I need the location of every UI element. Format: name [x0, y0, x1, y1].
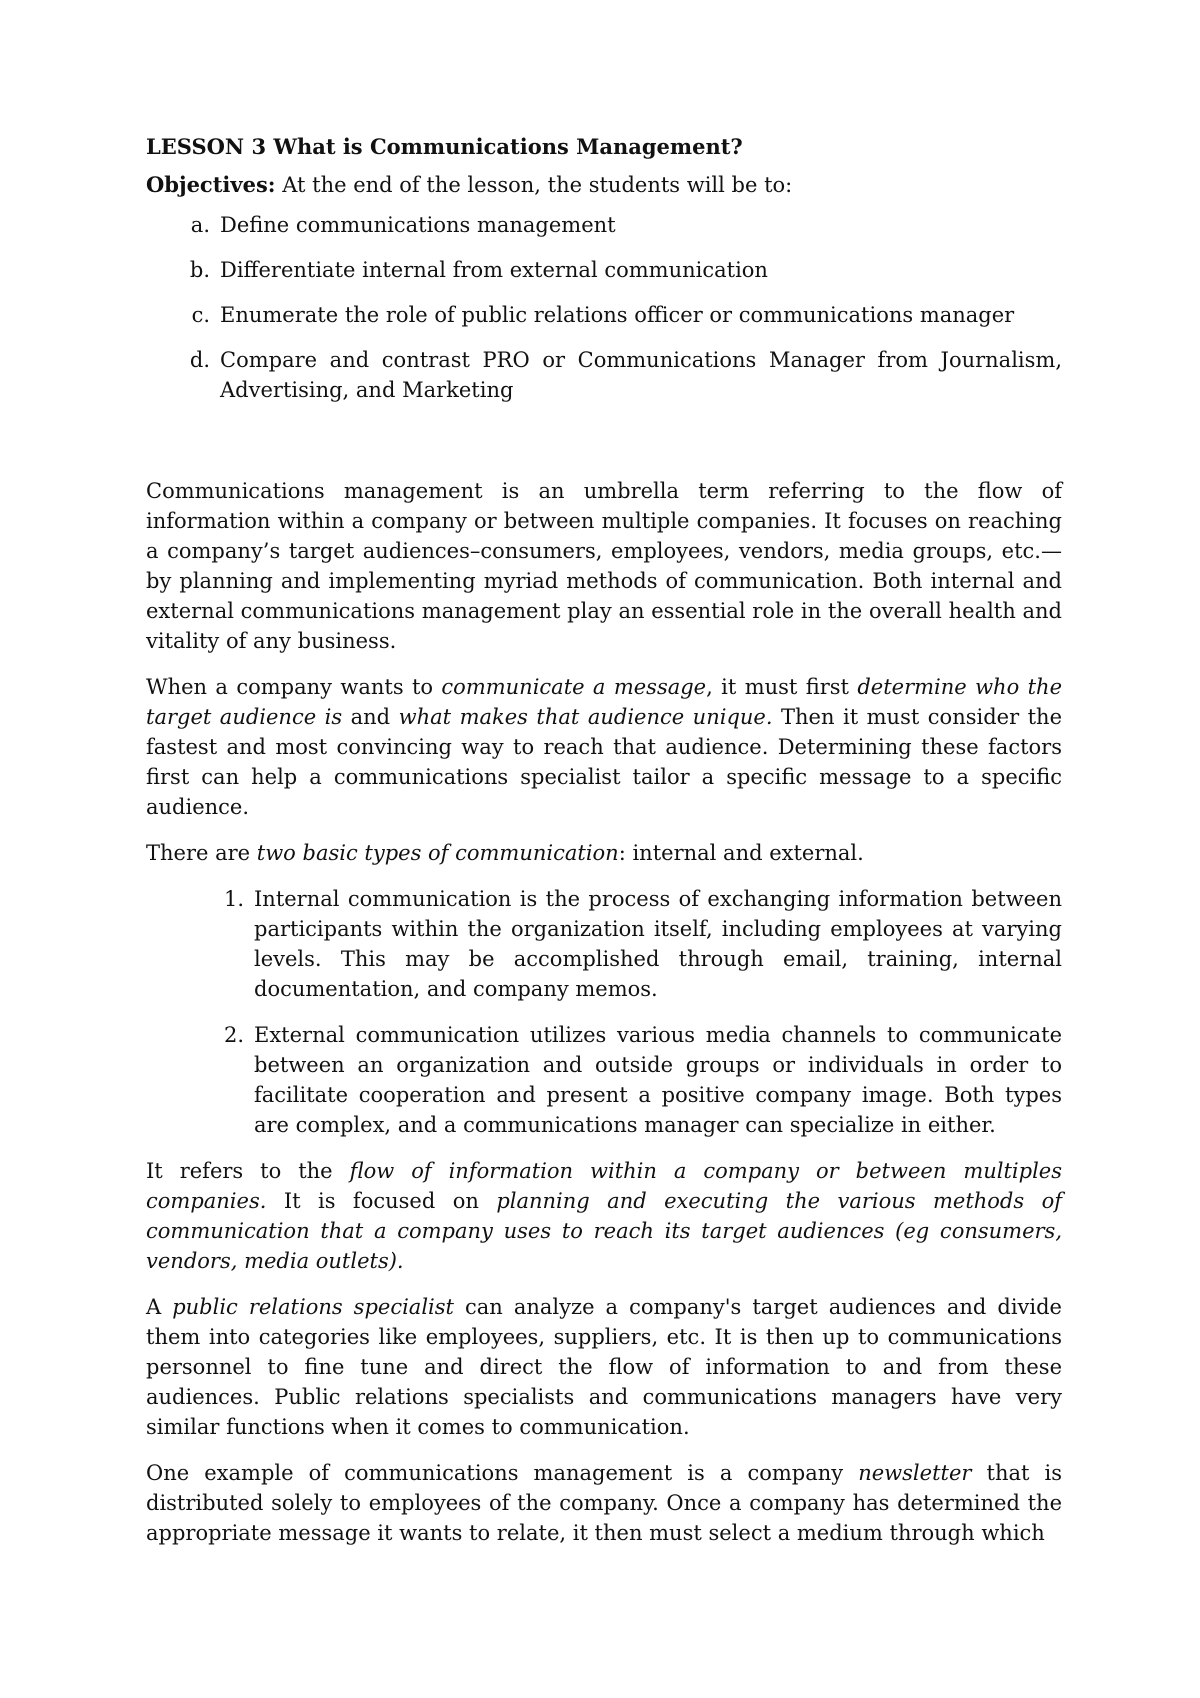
- text-run: Then it must consider the fastest and most convincing way to reach that audience. Determining these factors first can help a communications specialist tailor a specific message to a specific audience.: [146, 705, 1063, 819]
- section-spacer: [146, 420, 1062, 476]
- list-marker: a.: [190, 213, 210, 237]
- list-item-text: Differentiate internal from external communication: [220, 258, 768, 282]
- italic-run: newsletter: [858, 1461, 972, 1485]
- paragraph-pr-specialist: [146, 1292, 1062, 1442]
- italic-run: what makes that audience unique.: [398, 705, 773, 729]
- text-run: It refers to the: [146, 1159, 350, 1183]
- text-run: and: [342, 705, 399, 729]
- objectives-intro: [146, 170, 1062, 200]
- text-run: One example of communications management is a company: [146, 1461, 859, 1485]
- lesson-title: LESSON 3 What is Communications Management?: [146, 134, 743, 159]
- list-marker: b.: [189, 258, 210, 282]
- italic-run: planning and executing the various methods of communication that a company uses to reach its target audiences (eg consumers, vendors, media outlets).: [146, 1189, 1062, 1273]
- list-item-text: Internal communication is the process of exchanging information between participants within the organization itself, including employees at varying levels. This may be accomplished through email, training, internal documentation, and company memos.: [254, 887, 1062, 1001]
- list-item-text: Enumerate the role of public relations officer or communications manager: [220, 303, 1015, 327]
- document-page: [146, 132, 1062, 1564]
- text-run: can analyze a company's target audiences and divide them into categories like employees, suppliers, etc. It is then up to communications personnel to fine tune and direct the flow of information to and from these audiences. Public relations specialists and communications managers have very similar functions when it comes to communication.: [146, 1295, 1062, 1439]
- paragraph-types-intro: [146, 838, 1062, 868]
- paragraph-newsletter-example: [146, 1458, 1062, 1548]
- list-marker: 1.: [223, 887, 244, 911]
- list-item: [146, 884, 1062, 1004]
- paragraph-definition: Communications management is an umbrella term referring to the flow of information within a company or between multiple companies. It focuses on reaching a company’s target audiences–consumers, employees, vendors, media groups, etc.—by planning and implementing myriad methods of communication. Both internal and external communications management play an essential role in the overall health and vitality of any business.: [146, 479, 1062, 653]
- text-run: A: [146, 1295, 173, 1319]
- text-run: : internal and external.: [618, 841, 864, 865]
- italic-run: flow of information within a company or between multiples companies.: [146, 1159, 1062, 1213]
- list-item: [146, 345, 1062, 405]
- communication-types-list: [146, 884, 1062, 1140]
- text-run: There are: [146, 841, 257, 865]
- text-run: When a company wants to: [146, 675, 442, 699]
- italic-run: public relations specialist: [172, 1295, 454, 1319]
- italic-run: determine who the target audience is: [146, 675, 1062, 729]
- paragraph-target-audience: [146, 672, 1062, 822]
- list-item: [146, 255, 1062, 285]
- text-run: that is distributed solely to employees of the company. Once a company has determined the appropriate message it wants to relate, it then must select a medium through which: [146, 1461, 1062, 1545]
- paragraph-refers: [146, 1156, 1062, 1276]
- italic-run: communicate a message: [441, 675, 707, 699]
- list-marker: c.: [191, 303, 210, 327]
- list-item-text: Compare and contrast PRO or Communications Manager from Journalism, Advertising, and Marketing: [220, 348, 1062, 402]
- objectives-intro-text: At the end of the lesson, the students will be to:: [275, 173, 793, 197]
- list-item: [146, 210, 1062, 240]
- text-run: It is focused on: [266, 1189, 497, 1213]
- italic-run: two basic types of communication: [256, 841, 619, 865]
- objectives-label: Objectives:: [146, 172, 276, 197]
- list-marker: 2.: [223, 1023, 244, 1047]
- text-run: , it must first: [706, 675, 858, 699]
- list-item: [146, 1020, 1062, 1140]
- list-item: [146, 300, 1062, 330]
- list-item-text: Define communications management: [220, 213, 616, 237]
- list-marker: d.: [189, 348, 210, 372]
- objectives-list: [146, 210, 1062, 405]
- list-item-text: External communication utilizes various media channels to communicate between an organization and outside groups or individuals in order to facilitate cooperation and present a positive company image. Both types are complex, and a communications manager can specialize in either.: [254, 1023, 1062, 1137]
